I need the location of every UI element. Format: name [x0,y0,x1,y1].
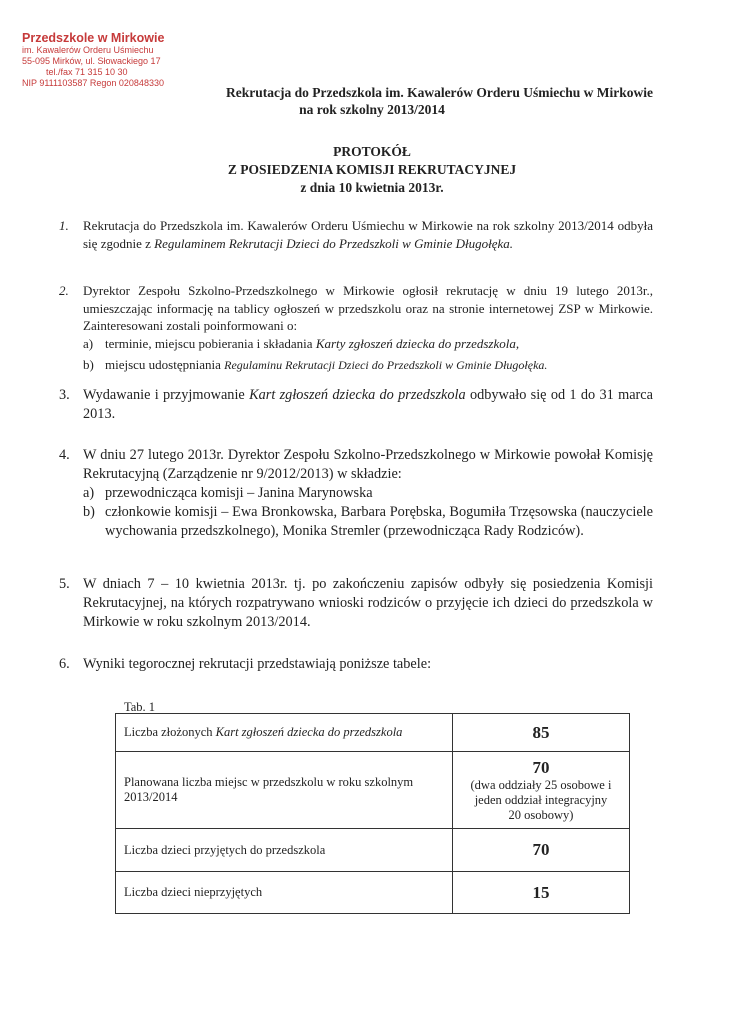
item-text: Dyrektor Zespołu Szkolno-Przedszkolnego w Mirkowie ogłosił rekrutację w dniu 19 lutego 2013r., umieszczając informację na tablicy ogłoszeń w przedszkolu oraz na stronie internetowej ZSP w Mirkowie. Zainteresowani zostali poinformowani o: [83,283,653,333]
sub-letter: b) [83,504,95,520]
list-item-5 [59,575,653,632]
item-text: W dniu 27 lutego 2013r. Dyrektor Zespołu Szkolno-Przedszkolnego w Mirkowie powołał Komisję Rekrutacyjną (Zarządzenie nr 9/2012/2013) w składzie: [83,447,653,482]
item-number: 2. [59,283,69,298]
table-caption: Tab. 1 [124,700,156,714]
stamp-line-4: NIP 9111103587 Regon 020848330 [22,78,164,88]
item-text: Wyniki tegorocznej rekrutacji przedstawiają poniższe tabele: [83,656,432,672]
sub-text: terminie, miejscu pobierania i składania [105,335,316,351]
header-line-2: na rok szkolny 2013/2014 [299,102,445,117]
item-text: W dniach 7 – 10 kwietnia 2013r. tj. po zakończeniu zapisów odbyły się posiedzenia Komisji Rekrutacyjnej, na których rozpatrywano wnioski rodziców o przyjęcie ich dzieci do przedszkola w Mirkowie w roku szkolnym 2013/2014. [83,576,653,630]
document-header [0,84,744,118]
table-row [116,872,630,914]
item-number: 4. [59,447,70,463]
sub-item-a [83,335,653,353]
stamp-name: Przedszkole w Mirkowie [22,31,165,45]
value-number: 85 [532,722,550,742]
item-emphasis: Regulaminem Rekrutacji Dzieci do Przedszkoli w Gminie Długołęka. [154,235,513,251]
school-stamp [22,32,222,89]
sub-letter: a) [83,335,94,351]
table-cell-label [116,752,453,829]
table-cell-label [116,872,453,914]
value-number: 15 [532,882,550,902]
label-text: Liczba złożonych [124,725,216,739]
sub-emphasis: Regulaminu Rekrutacji Dzieci do Przedszkoli w Gminie Długołęka. [224,358,548,372]
title-line-3: z dnia 10 kwietnia 2013r. [300,180,444,195]
label-text: Liczba dzieci nieprzyjętych [124,885,263,899]
item-number: 3. [59,387,70,403]
table-cell-value [453,872,630,914]
results-table [115,713,630,914]
label-emphasis: Kart zgłoszeń dziecka do przedszkola [215,725,403,739]
table-cell-label [116,829,453,872]
header-line-1: Rekrutacja do Przedszkola im. Kawalerów Orderu Uśmiechu w Mirkowie [225,85,654,100]
list-item-3 [59,386,654,424]
stamp-line-2: 55-095 Mirków, ul. Słowackiego 17 [22,56,161,66]
sub-item-b [83,356,653,375]
sub-letter: a) [83,485,95,501]
item-number: 1. [59,218,69,233]
table-cell-value [453,829,630,872]
value-number: 70 [532,757,550,777]
label-text: Planowana liczba miejsc w przedszkolu w roku szkolnym 2013/2014 [124,775,414,804]
table-row [116,829,630,872]
item-emphasis: Kart zgłoszeń dziecka do przedszkola [249,387,466,403]
item-text-2: odbywało się od 1 do 31 marca 2013. [83,387,654,422]
value-number: 70 [532,840,550,859]
list-item-1 [59,217,653,252]
sub-letter: b) [83,357,94,372]
list-item-6 [59,655,653,674]
sub-emphasis: Karty zgłoszeń dziecka do przedszkola, [315,335,520,351]
item-text: Wydawanie i przyjmowanie [83,387,250,403]
table-row [116,752,630,829]
list-item-4 [59,446,653,541]
title-line-2: Z POSIEDZENIA KOMISJI REKRUTACYJNEJ [227,162,517,177]
table-row [116,714,630,752]
table-cell-value [453,752,630,829]
table-cell-label [116,714,453,752]
sub-text: przewodnicząca komisji – Janina Marynowska [105,485,373,501]
stamp-line-3: tel./fax 71 315 10 30 [46,67,128,77]
item-number: 6. [59,656,70,672]
stamp-line-1: im. Kawalerów Orderu Uśmiechu [22,45,154,55]
label-text: Liczba dzieci przyjętych do przedszkola [124,842,326,857]
value-note: (dwa oddziały 25 osobowe i jeden oddział integracyjny 20 osobowy) [470,777,612,822]
list-item-2 [59,282,653,375]
sub-text: miejscu udostępniania [105,357,225,372]
title-line-1: PROTOKÓŁ [333,144,411,159]
sub-item-b [83,503,653,541]
item-number: 5. [59,576,70,592]
document-title [0,143,744,197]
sub-text: członkowie komisji – Ewa Bronkowska, Barbara Porębska, Bogumiła Trzęsowska (nauczyciele wychowania przedszkolnego), Monika Stremler (przewodnicząca Rady Rodziców). [105,504,653,539]
item-text: Rekrutacja do Przedszkola im. Kawalerów Orderu Uśmiechu w Mirkowie na rok szkolny 2013/2014 odbyła się zgodnie z [83,218,653,251]
table-cell-value [453,714,630,752]
sub-item-a [83,484,653,503]
